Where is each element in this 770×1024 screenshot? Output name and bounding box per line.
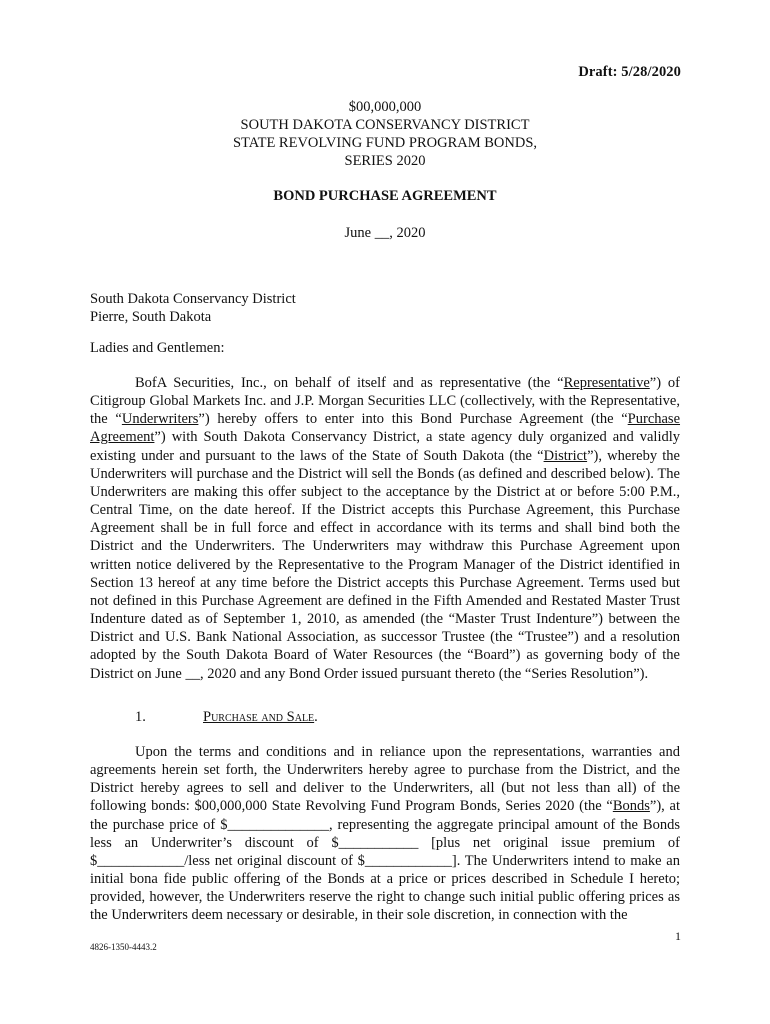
- section-number: 1.: [135, 709, 146, 725]
- issuer-name: SOUTH DAKOTA CONSERVANCY DISTRICT: [240, 117, 530, 133]
- bond-series: SERIES 2020: [344, 153, 426, 169]
- agreement-title: BOND PURCHASE AGREEMENT: [273, 188, 497, 204]
- section-caption: Purchase and Sale: [203, 709, 315, 725]
- section-caption-period: .: [314, 709, 318, 725]
- paragraph-text: ”) of Citigroup Global Markets Inc. and J.P. Morgan Securities LLC (collectively, with the Representative, the “: [90, 375, 680, 428]
- document-id: 4826-1350-4443.2: [90, 942, 157, 952]
- addressee-location: Pierre, South Dakota: [90, 309, 212, 325]
- bond-title-block: [0, 98, 770, 170]
- offer-paragraph: [90, 374, 680, 683]
- paragraph-text: ”), whereby the Underwriters will purchase and the District will sell the Bonds (as defined and described below). The Underwriters are making this offer subject to the acceptance by the District at or before 5:00 P.M., Central Time, on the date hereof. If the District accepts this Purchase Agreement, this Purchase Agreement shall be in full force and effect in accordance with its terms and shall bind both the District and the Underwriters. The Underwriters may withdraw this Purchase Agreement upon written notice delivered by the Representative to the Program Manager of the District identified in Section 13 hereof at any time before the District accepts this Purchase Agreement. Terms used but not defined in this Purchase Agreement are defined in the Fifth Amended and Restated Master Trust Indenture dated as of September 1, 2010, as amended (the “Master Trust Indenture”) between the District and U.S. Bank National Association, as successor Trustee (the “Trustee”) and a resolution adopted by the South Dakota Board of Water Resources (the “Board”) as governing body of the District on June __, 2020 and any Bond Order issued pursuant thereto (the “Series Resolution”).: [90, 447, 680, 682]
- defined-term: Purchase Agreement: [90, 411, 681, 446]
- page-number: 1: [675, 929, 681, 943]
- paragraph-text: ”), at the purchase price of $______________, representing the aggregate principal amount of the Bonds less an Underwriter’s discount of $___________ [plus net original issue premium of $____________/less net original discount of $____________]. The Underwriters intend to make an initial bona fide public offering of the Bonds at a price or prices described in Schedule I hereto; provided, however, the Underwriters reserve the right to change such initial public offering prices as the Underwriters deem necessary or desirable, in their sole discretion, in connection with the: [90, 798, 680, 924]
- agreement-date: June __, 2020: [344, 225, 426, 241]
- defined-term: Underwriters: [121, 411, 199, 428]
- draft-date-label: Draft: 5/28/2020: [578, 64, 681, 80]
- addressee-block: [90, 290, 296, 326]
- defined-term: District: [543, 447, 588, 464]
- defined-term: Bonds: [612, 798, 650, 815]
- bond-program-name: STATE REVOLVING FUND PROGRAM BONDS,: [232, 135, 538, 151]
- paragraph-text: ”) hereby offers to enter into this Bond Purchase Agreement (the “: [198, 411, 628, 428]
- paragraph-text: ”) with South Dakota Conservancy District, a state agency duly organized and validly existing under and pursuant to the laws of the State of South Dakota (the “: [90, 429, 680, 464]
- bond-amount: $00,000,000: [348, 99, 422, 115]
- section-heading: [135, 709, 318, 726]
- purchase-sale-paragraph: [90, 743, 680, 925]
- paragraph-text: Upon the terms and conditions and in reliance upon the representations, warranties and agreements herein set forth, the Underwriters hereby agree to purchase from the District, and the District hereby agrees to sell and deliver to the Underwriters, all (but not less than all) of the following bonds: $00,000,000 State Revolving Fund Program Bonds, Series 2020 (the “: [90, 744, 680, 815]
- defined-term: Representative: [563, 375, 650, 391]
- addressee-name: South Dakota Conservancy District: [90, 291, 296, 307]
- salutation: Ladies and Gentlemen:: [90, 340, 225, 356]
- paragraph-text: BofA Securities, Inc., on behalf of itself and as representative (the “: [135, 375, 564, 391]
